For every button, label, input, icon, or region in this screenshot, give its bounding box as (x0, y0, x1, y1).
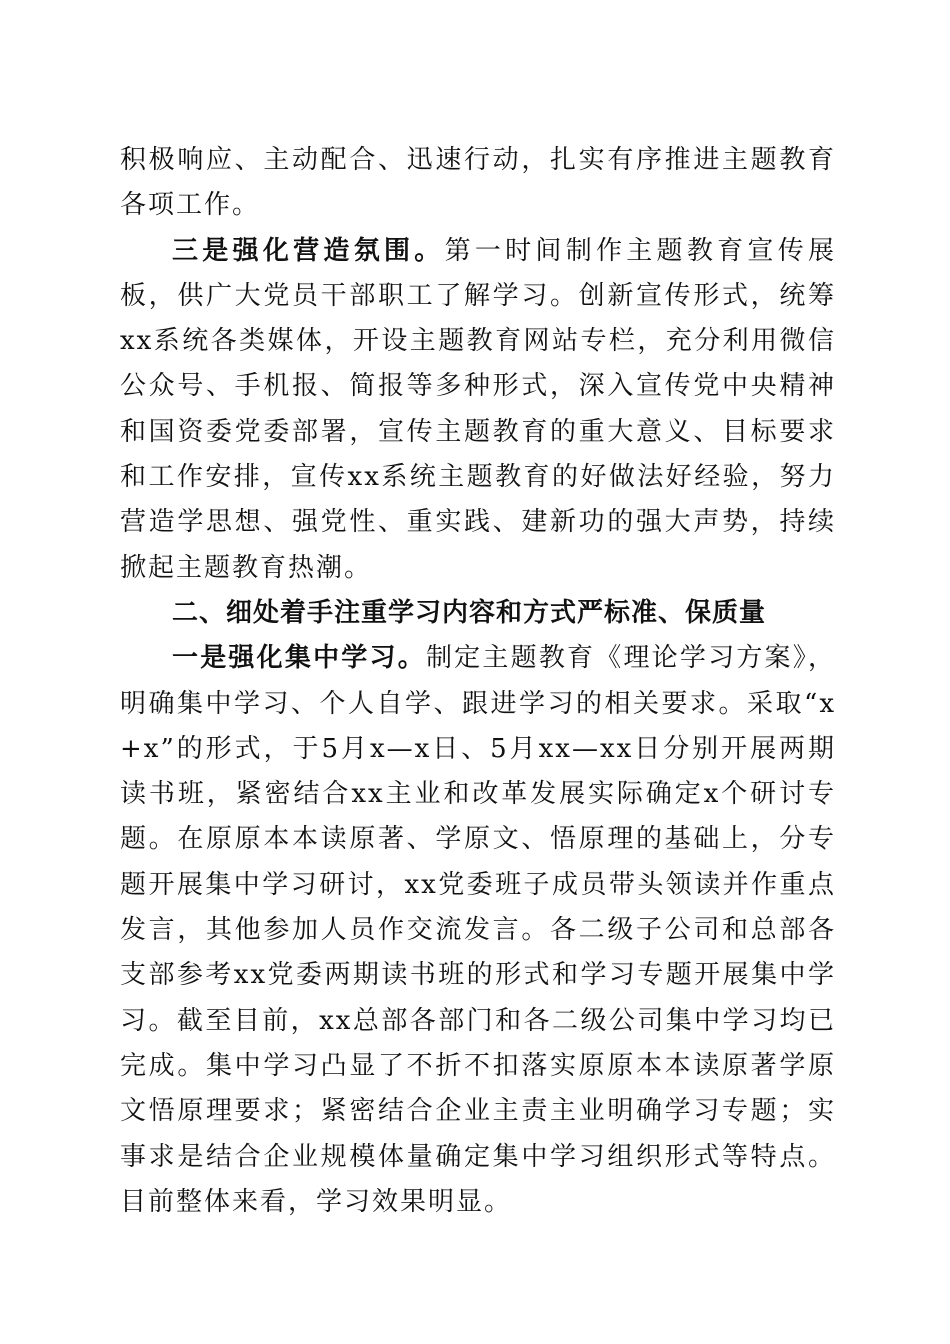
paragraph-continuation (120, 138, 836, 229)
paragraph-lead: 三是强化营造氛围。 (172, 235, 445, 266)
paragraph-lead: 一是强化集中学习。 (172, 643, 426, 674)
paragraph-text: 第一时间制作主题教育宣传展板，供广大党员干部职工了解学习。创新宣传形式，统筹xx系统各类媒体，开设主题教育网站专栏，充分利用微信公众号、手机报、简报等多种形式，深入宣传党中央精神和国资委党委部署，宣传主题教育的重大意义、目标要求和工作安排，宣传xx系统主题教育的好做法好经验，努力营造学思想、强党性、重实践、建新功的强大声势，持续掀起主题教育热潮。 (120, 235, 836, 583)
paragraph-atmosphere (120, 229, 836, 591)
document-body (120, 138, 836, 1225)
section-heading: 二、细处着手注重学习内容和方式严标准、保质量 (172, 597, 767, 628)
paragraph-text: 积极响应、主动配合、迅速行动，扎实有序推进主题教育各项工作。 (120, 145, 836, 221)
paragraph-centralized-study (120, 636, 836, 1225)
paragraph-text: 制定主题教育《理论学习方案》，明确集中学习、个人自学、跟进学习的相关要求。采取“x+x”的形式，于5月x—x日、5月xx—xx日分别开展两期读书班，紧密结合xx主业和改革发展实际确定x个研讨专题。在原原本本读原著、学原文、悟原理的基础上，分专题开展集中学习研讨，xx党委班子成员带头领读并作重点发言，其他参加人员作交流发言。各二级子公司和总部各支部参考xx党委两期读书班的形式和学习专题开展集中学习。截至目前，xx总部各部门和各二级公司集中学习均已完成。集中学习凸显了不折不扣落实原原本本读原著学原文悟原理要求；紧密结合企业主责主业明确学习专题；实事求是结合企业规模体量确定集中学习组织形式等特点。目前整体来看，学习效果明显。 (120, 643, 836, 1217)
